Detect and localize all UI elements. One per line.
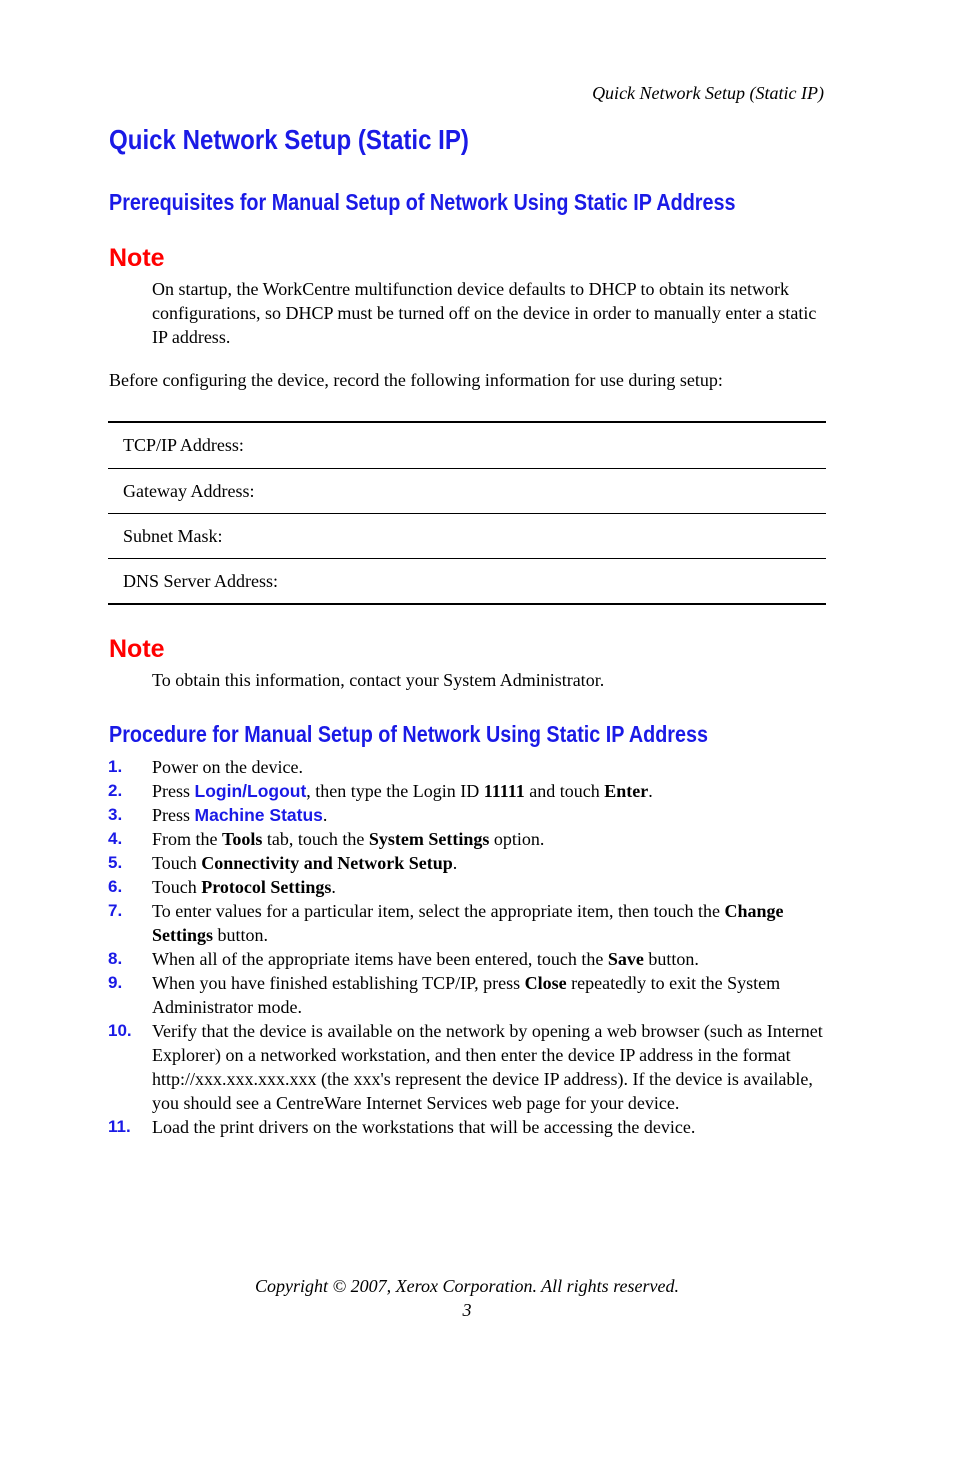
- step-number: 7.: [108, 901, 123, 920]
- copyright-footer: Copyright © 2007, Xerox Corporation. All rights reserved.: [255, 1276, 679, 1296]
- table-row-tcpip: TCP/IP Address:: [123, 435, 244, 455]
- list-item: [0, 899, 954, 947]
- intro-paragraph: Before configuring the device, record the following information for use during setup:: [109, 370, 723, 390]
- step-text: Touch Connectivity and Network Setup.: [152, 853, 458, 873]
- step-text: Touch Protocol Settings.: [152, 877, 336, 897]
- table-row-gateway: Gateway Address:: [108, 468, 826, 513]
- table-row-dns: DNS Server Address:: [108, 558, 826, 603]
- note-title-1: Note: [109, 244, 165, 272]
- list-item: [0, 875, 954, 899]
- list-item: [0, 827, 954, 851]
- list-item: [0, 1019, 954, 1115]
- list-item: [0, 779, 954, 803]
- emphasis-term: Connectivity and Network Setup: [201, 853, 453, 873]
- list-item: [0, 803, 954, 827]
- network-info-table: [108, 421, 826, 605]
- step-text: When you have finished establishing TCP/IP, press Close repeatedly to exit the System Administrator mode.: [152, 973, 781, 1017]
- list-item: [0, 971, 954, 1019]
- step-text: Press Machine Status.: [152, 805, 328, 825]
- step-text: Press Login/Logout, then type the Login ID 11111 and touch Enter.: [152, 781, 653, 801]
- step-number: 5.: [108, 853, 123, 872]
- table-row-subnet: Subnet Mask:: [108, 513, 826, 558]
- list-item: [0, 851, 954, 875]
- emphasis-term: 11111: [483, 781, 525, 801]
- step-number: 3.: [108, 805, 123, 824]
- list-item: [0, 755, 954, 779]
- step-text: Verify that the device is available on the network by opening a web browser (such as Internet Explorer) on a networked workstation, and then enter the device IP address in the format http://xxx.xxx.xxx.xxx (the xxx's represent the device IP address). If the device is available, you should see a CentreWare Internet Services web page for your device.: [152, 1021, 823, 1113]
- emphasis-term: Close: [524, 973, 567, 993]
- step-number: 8.: [108, 949, 123, 968]
- procedure-heading: Procedure for Manual Setup of Network Using Static IP Address: [109, 721, 709, 747]
- step-text: Load the print drivers on the workstations that will be accessing the device.: [152, 1117, 696, 1137]
- step-number: 11.: [108, 1117, 131, 1136]
- step-number: 10.: [108, 1021, 132, 1040]
- page-number: 3: [462, 1300, 472, 1320]
- prerequisites-heading: Prerequisites for Manual Setup of Network Using Static IP Address: [109, 189, 736, 215]
- procedure-steps-list: [0, 755, 954, 1139]
- emphasis-term: Save: [607, 949, 644, 969]
- emphasis-term: Protocol Settings: [201, 877, 332, 897]
- list-item: [0, 1115, 954, 1139]
- step-text: To enter values for a particular item, select the appropriate item, then touch the Change Settings button.: [152, 901, 784, 945]
- step-text: From the Tools tab, touch the System Settings option.: [152, 829, 545, 849]
- note-text-2: To obtain this information, contact your System Administrator.: [152, 670, 605, 690]
- step-number: 6.: [108, 877, 123, 896]
- step-text: When all of the appropriate items have been entered, touch the Save button.: [152, 949, 699, 969]
- running-header: Quick Network Setup (Static IP): [592, 83, 824, 103]
- emphasis-term: System Settings: [368, 829, 490, 849]
- step-number: 1.: [108, 757, 123, 776]
- step-number: 2.: [108, 781, 123, 800]
- emphasis-term: Tools: [222, 829, 263, 849]
- list-item: [0, 947, 954, 971]
- step-number: 4.: [108, 829, 123, 848]
- step-text: Power on the device.: [152, 757, 303, 777]
- ui-control-name: Login/Logout: [194, 781, 307, 801]
- step-number: 9.: [108, 973, 123, 992]
- page-title: Quick Network Setup (Static IP): [109, 124, 469, 155]
- note-title-2: Note: [109, 635, 165, 663]
- ui-control-name: Machine Status: [194, 805, 323, 825]
- note-text-1: On startup, the WorkCentre multifunction device defaults to DHCP to obtain its network configurations, so DHCP must be turned off on the device in order to manually enter a static IP address.: [152, 279, 817, 347]
- emphasis-term: Enter: [604, 781, 649, 801]
- emphasis-term: Change Settings: [152, 901, 784, 945]
